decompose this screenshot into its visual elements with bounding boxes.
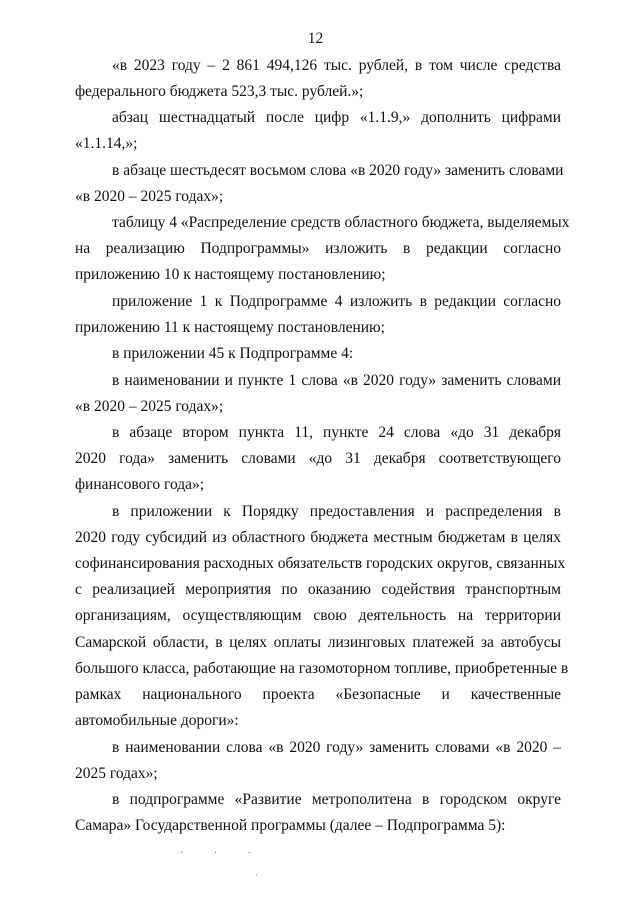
text-line: в абзаце шестьдесят восьмом слова «в 2020 году» заменить словами — [112, 162, 564, 179]
text-line: 2020 году субсидий из областного бюджета местным бюджетам в целях — [75, 529, 561, 546]
text-line: большого класса, работающие на газомоторном топливе, приобретенные в — [75, 660, 569, 677]
text-line: Самара» Государственной программы (далее – Подпрограмма 5): — [75, 817, 506, 834]
text-line: «в 2020 – 2025 годах»; — [75, 188, 224, 205]
text-line: софинансирования расходных обязательств городских округов, связанных — [75, 555, 566, 572]
text-line: в подпрограмме «Развитие метрополитена в городском округе — [112, 791, 561, 808]
text-line: в наименовании слова «в 2020 году» заменить словами «в 2020 – — [112, 739, 561, 756]
text-line: абзац шестнадцатый после цифр «1.1.9,» дополнить цифрами — [112, 109, 561, 126]
text-line: финансового года»; — [75, 476, 205, 493]
text-line: приложение 1 к Подпрограмме 4 изложить в редакции согласно — [112, 293, 561, 310]
text-line: автомобильные дороги»: — [75, 712, 239, 729]
text-line: приложению 10 к настоящему постановлению; — [75, 266, 386, 283]
text-line: 2025 годах»; — [75, 765, 158, 782]
text-line: на реализацию Подпрограммы» изложить в редакции согласно — [75, 240, 561, 257]
text-line: в абзаце втором пункта 11, пункте 24 слова «до 31 декабря — [112, 424, 561, 441]
text-line: в приложении к Порядку предоставления и распределения в — [112, 503, 561, 520]
text-line: таблицу 4 «Распределение средств областного бюджета, выделяемых — [112, 214, 570, 231]
text-line: «в 2020 – 2025 годах»; — [75, 398, 224, 415]
text-line: «1.1.14,»; — [75, 135, 138, 152]
text-line: «в 2023 году – 2 861 494,126 тыс. рублей, в том числе средства — [112, 57, 561, 74]
scan-speck: · — [255, 870, 258, 880]
text-line: Самарской области, в целях оплаты лизинговых платежей за автобусы — [75, 634, 561, 651]
text-line: 2020 года» заменить словами «до 31 декабря соответствующего — [75, 450, 561, 467]
text-line: с реализацией мероприятия по оказанию содействия транспортным — [75, 581, 561, 598]
scan-specks: · · · — [180, 848, 265, 859]
text-line: рамках национального проекта «Безопасные и качественные — [75, 686, 561, 703]
text-line: приложению 11 к настоящему постановлению; — [75, 319, 385, 336]
text-line: в приложении 45 к Подпрограмме 4: — [112, 345, 354, 362]
text-line: организациям, осуществляющим свою деятельность на территории — [75, 607, 561, 624]
text-line: в наименовании и пункте 1 слова «в 2020 году» заменить словами — [112, 372, 561, 389]
text-line: федерального бюджета 523,3 тыс. рублей.»; — [75, 83, 364, 100]
page-number: 12 — [307, 30, 324, 47]
